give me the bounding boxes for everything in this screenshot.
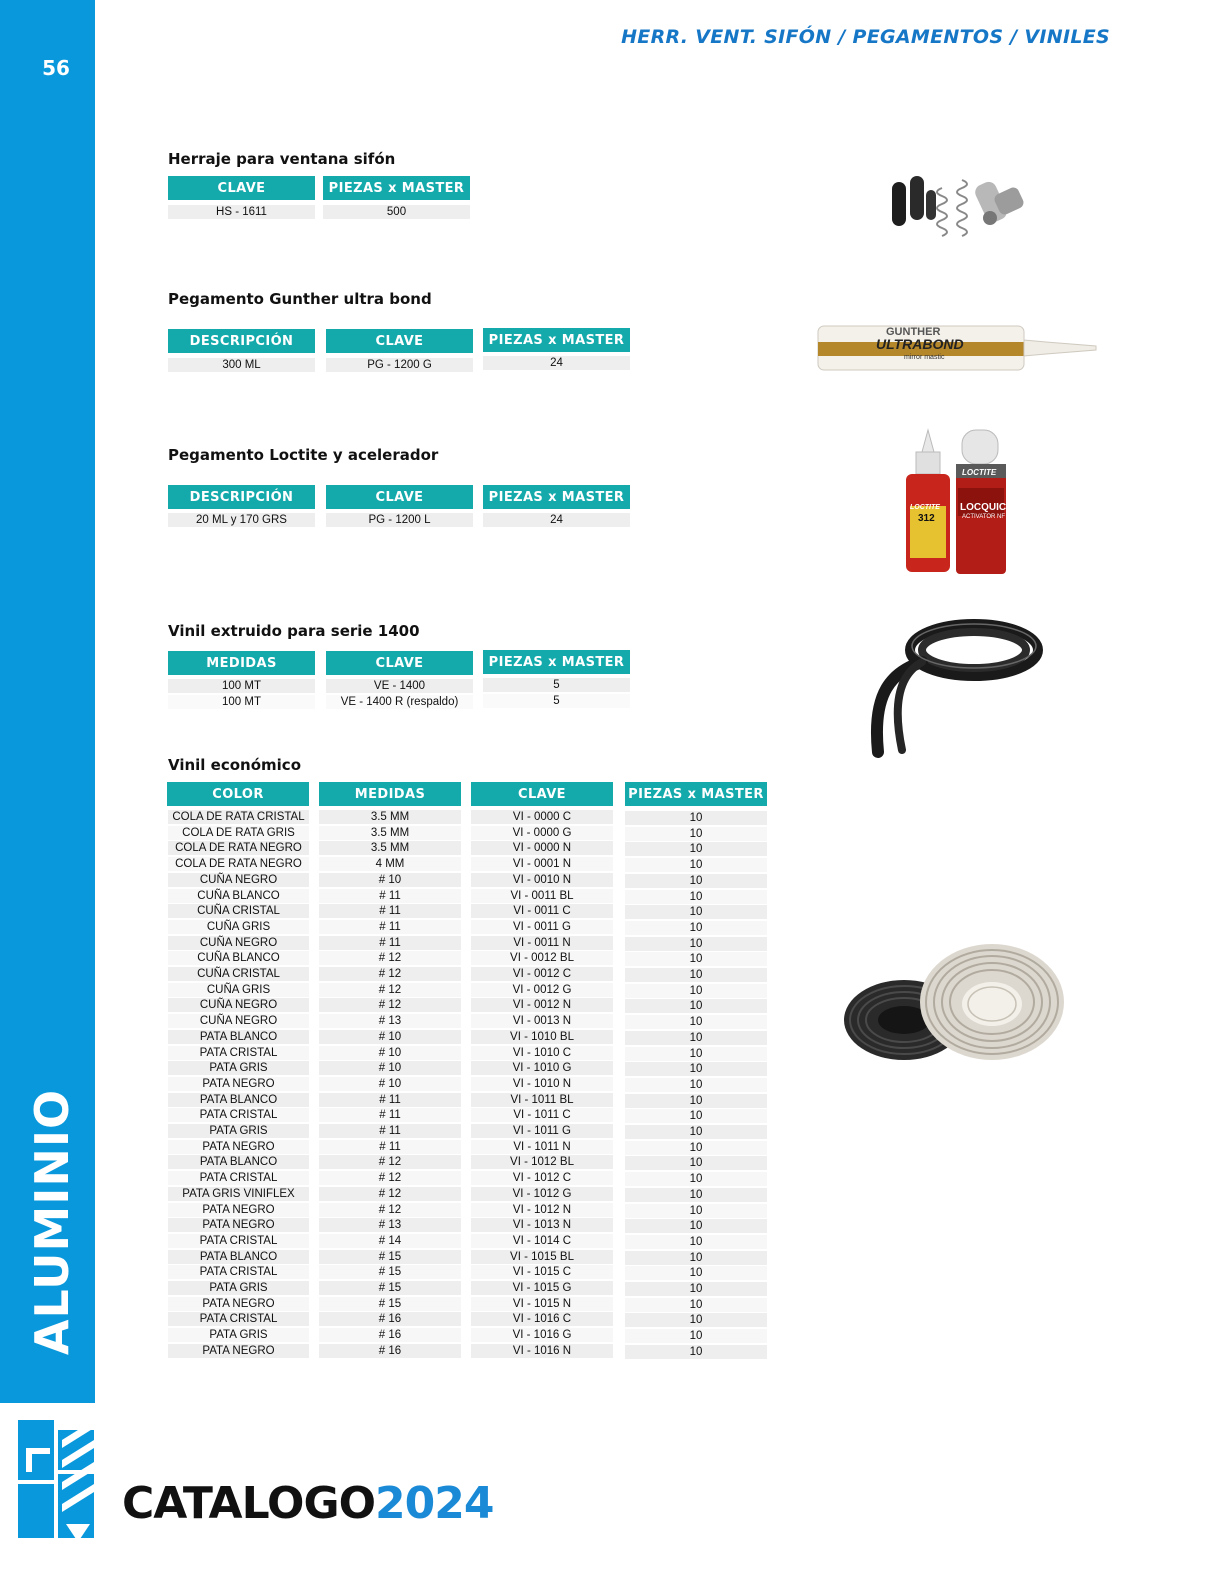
- table-cell: CUÑA BLANCO: [168, 889, 309, 903]
- table-cell: 10: [625, 1172, 767, 1186]
- table-cell: 10: [625, 1219, 767, 1233]
- loctite-bottles-icon: [900, 428, 1012, 578]
- table-cell: 10: [625, 1251, 767, 1265]
- table-cell: 10: [625, 905, 767, 919]
- table-header: DESCRIPCIÓN: [168, 329, 315, 353]
- table-header: CLAVE: [471, 782, 613, 806]
- page-header-title: HERR. VENT. SIFÓN / PEGAMENTOS / VINILES: [621, 26, 1110, 48]
- table-cell: VI - 1015 C: [471, 1265, 613, 1279]
- table-cell: 10: [625, 999, 767, 1013]
- table-cell: PATA CRISTAL: [168, 1312, 309, 1326]
- section-title-loctite: Pegamento Loctite y acelerador: [168, 446, 439, 464]
- table-header: COLOR: [167, 782, 309, 806]
- table-cell: VI - 1010 C: [471, 1046, 613, 1060]
- table-cell: 10: [625, 1345, 767, 1359]
- table-cell: COLA DE RATA NEGRO: [168, 857, 309, 871]
- table-cell: PATA NEGRO: [168, 1218, 309, 1232]
- table-cell: 10: [625, 1094, 767, 1108]
- catalog-brand: CATALOGO: [122, 1478, 375, 1529]
- table-cell: 10: [625, 1078, 767, 1092]
- table-cell: VI - 1015 N: [471, 1297, 613, 1311]
- table-cell: 10: [625, 1282, 767, 1296]
- table-cell: # 12: [319, 983, 461, 997]
- table-cell: 10: [625, 1313, 767, 1327]
- table-cell: 10: [625, 921, 767, 935]
- table-cell: # 12: [319, 1187, 461, 1201]
- table-cell: # 11: [319, 1108, 461, 1122]
- bottle2-brand: LOCTITE: [962, 468, 997, 477]
- table-cell: 100 MT: [168, 679, 315, 693]
- table-cell: VI - 1012 G: [471, 1187, 613, 1201]
- table-cell: # 10: [319, 873, 461, 887]
- table-cell: VI - 0000 N: [471, 841, 613, 855]
- window-hardware-parts-icon: [884, 160, 1034, 250]
- table-cell: PATA GRIS: [168, 1281, 309, 1295]
- table-cell: PATA CRISTAL: [168, 1265, 309, 1279]
- table-cell: 10: [625, 1235, 767, 1249]
- table-cell: # 12: [319, 967, 461, 981]
- table-cell: PATA NEGRO: [168, 1344, 309, 1358]
- table-cell: PATA GRIS: [168, 1061, 309, 1075]
- table-cell: 20 ML y 170 GRS: [168, 513, 315, 527]
- table-cell: VI - 1014 C: [471, 1234, 613, 1248]
- table-cell: PATA GRIS VINIFLEX: [168, 1187, 309, 1201]
- table-cell: # 12: [319, 998, 461, 1012]
- table-cell: 3.5 MM: [319, 841, 461, 855]
- table-cell: 10: [625, 890, 767, 904]
- table-cell: 10: [625, 1156, 767, 1170]
- table-cell: 10: [625, 1329, 767, 1343]
- table-cell: # 15: [319, 1250, 461, 1264]
- table-cell: 500: [323, 205, 470, 219]
- tube-product: ULTRABOND: [876, 336, 964, 352]
- table-cell: CUÑA BLANCO: [168, 951, 309, 965]
- table-cell: VI - 1011 C: [471, 1108, 613, 1122]
- table-cell: PATA GRIS: [168, 1124, 309, 1138]
- table-cell: PATA NEGRO: [168, 1297, 309, 1311]
- table-cell: # 16: [319, 1312, 461, 1326]
- tube-brand: GUNTHER: [886, 326, 941, 338]
- table-cell: PATA BLANCO: [168, 1250, 309, 1264]
- table-cell: CUÑA NEGRO: [168, 998, 309, 1012]
- vinyl-coil-icon: [862, 612, 1046, 760]
- table-cell: 5: [483, 694, 630, 708]
- table-header: MEDIDAS: [168, 651, 315, 675]
- table-cell: # 15: [319, 1281, 461, 1295]
- table-cell: PATA CRISTAL: [168, 1171, 309, 1185]
- table-cell: VI - 1010 N: [471, 1077, 613, 1091]
- table-cell: # 16: [319, 1328, 461, 1342]
- table-cell: # 13: [319, 1218, 461, 1232]
- table-cell: HS - 1611: [168, 205, 315, 219]
- table-cell: PATA NEGRO: [168, 1140, 309, 1154]
- table-cell: VI - 0012 BL: [471, 951, 613, 965]
- table-cell: PATA NEGRO: [168, 1077, 309, 1091]
- table-cell: 10: [625, 1062, 767, 1076]
- table-header: CLAVE: [326, 651, 473, 675]
- table-cell: PATA CRISTAL: [168, 1234, 309, 1248]
- table-cell: 10: [625, 952, 767, 966]
- section-title-gunther: Pegamento Gunther ultra bond: [168, 290, 432, 308]
- table-cell: CUÑA NEGRO: [168, 936, 309, 950]
- table-cell: VI - 0011 C: [471, 904, 613, 918]
- table-cell: VI - 1015 G: [471, 1281, 613, 1295]
- table-cell: # 11: [319, 920, 461, 934]
- table-cell: CUÑA NEGRO: [168, 873, 309, 887]
- table-header: CLAVE: [326, 485, 473, 509]
- table-cell: VI - 1016 C: [471, 1312, 613, 1326]
- table-cell: VI - 0013 N: [471, 1014, 613, 1028]
- table-cell: 10: [625, 1204, 767, 1218]
- building-blocks-icon: [18, 1420, 96, 1542]
- table-header: MEDIDAS: [319, 782, 461, 806]
- table-cell: # 12: [319, 1203, 461, 1217]
- table-cell: VI - 0012 N: [471, 998, 613, 1012]
- table-cell: 10: [625, 1031, 767, 1045]
- table-header: DESCRIPCIÓN: [168, 485, 315, 509]
- table-cell: VI - 1015 BL: [471, 1250, 613, 1264]
- table-cell: VI - 1011 BL: [471, 1093, 613, 1107]
- table-cell: COLA DE RATA NEGRO: [168, 841, 309, 855]
- table-cell: 10: [625, 1125, 767, 1139]
- table-cell: # 11: [319, 1140, 461, 1154]
- table-cell: VI - 1011 N: [471, 1140, 613, 1154]
- page-number: 56: [42, 56, 70, 80]
- section-title-vinil-extruido: Vinil extruido para serie 1400: [168, 622, 420, 640]
- table-cell: 3.5 MM: [319, 826, 461, 840]
- table-cell: # 11: [319, 889, 461, 903]
- section-title-herraje: Herraje para ventana sifón: [168, 150, 396, 168]
- table-cell: # 11: [319, 936, 461, 950]
- table-cell: 24: [483, 356, 630, 370]
- table-cell: 10: [625, 1047, 767, 1061]
- bottle2-sub: ACTIVATOR NF: [962, 514, 1006, 520]
- table-cell: 10: [625, 1015, 767, 1029]
- table-cell: VI - 1010 BL: [471, 1030, 613, 1044]
- table-cell: 3.5 MM: [319, 810, 461, 824]
- table-cell: VE - 1400 R (respaldo): [326, 695, 473, 709]
- bottle1-code: 312: [918, 513, 935, 524]
- bottle2-name: LOCQUIC: [960, 502, 1007, 513]
- table-cell: VI - 1013 N: [471, 1218, 613, 1232]
- table-cell: PATA BLANCO: [168, 1155, 309, 1169]
- table-cell: 10: [625, 1266, 767, 1280]
- table-cell: 10: [625, 842, 767, 856]
- table-cell: VI - 0011 G: [471, 920, 613, 934]
- vinyl-rolls-icon: [842, 940, 1066, 1070]
- table-cell: # 10: [319, 1077, 461, 1091]
- tube-sub: mirror mastic: [904, 354, 945, 361]
- catalog-year: 2024: [374, 1478, 494, 1529]
- table-cell: # 10: [319, 1061, 461, 1075]
- table-cell: # 12: [319, 1171, 461, 1185]
- catalog-logo: [122, 1478, 493, 1529]
- table-cell: 10: [625, 1109, 767, 1123]
- table-header: CLAVE: [326, 329, 473, 353]
- table-cell: # 11: [319, 1093, 461, 1107]
- table-cell: PG - 1200 G: [326, 358, 473, 372]
- table-cell: VI - 0011 BL: [471, 889, 613, 903]
- table-cell: 10: [625, 811, 767, 825]
- table-cell: VI - 1011 G: [471, 1124, 613, 1138]
- table-cell: 300 ML: [168, 358, 315, 372]
- table-header: CLAVE: [168, 176, 315, 200]
- table-cell: VI - 0012 G: [471, 983, 613, 997]
- table-cell: 24: [483, 513, 630, 527]
- side-category-label: ALUMINIO: [25, 1088, 79, 1356]
- table-cell: CUÑA CRISTAL: [168, 967, 309, 981]
- table-cell: VI - 1016 G: [471, 1328, 613, 1342]
- table-cell: # 10: [319, 1046, 461, 1060]
- table-cell: # 11: [319, 904, 461, 918]
- table-cell: 5: [483, 678, 630, 692]
- table-cell: # 16: [319, 1344, 461, 1358]
- table-cell: # 15: [319, 1265, 461, 1279]
- table-cell: 10: [625, 827, 767, 841]
- table-cell: COLA DE RATA CRISTAL: [168, 810, 309, 824]
- table-cell: VI - 1012 N: [471, 1203, 613, 1217]
- table-cell: PG - 1200 L: [326, 513, 473, 527]
- table-header: PIEZAS x MASTER: [625, 782, 767, 806]
- table-cell: VI - 1012 C: [471, 1171, 613, 1185]
- table-cell: COLA DE RATA GRIS: [168, 826, 309, 840]
- table-cell: 10: [625, 937, 767, 951]
- table-cell: PATA BLANCO: [168, 1093, 309, 1107]
- table-cell: VI - 0001 N: [471, 857, 613, 871]
- table-cell: VI - 0012 C: [471, 967, 613, 981]
- table-cell: CUÑA GRIS: [168, 920, 309, 934]
- section-title-vinil-economico: Vinil económico: [168, 756, 301, 774]
- table-cell: CUÑA CRISTAL: [168, 904, 309, 918]
- table-cell: VE - 1400: [326, 679, 473, 693]
- table-cell: VI - 1016 N: [471, 1344, 613, 1358]
- table-cell: PATA CRISTAL: [168, 1046, 309, 1060]
- table-cell: 10: [625, 874, 767, 888]
- table-cell: CUÑA GRIS: [168, 983, 309, 997]
- table-cell: 100 MT: [168, 695, 315, 709]
- table-cell: CUÑA NEGRO: [168, 1014, 309, 1028]
- table-cell: 10: [625, 984, 767, 998]
- table-cell: # 11: [319, 1124, 461, 1138]
- table-cell: PATA CRISTAL: [168, 1108, 309, 1122]
- table-cell: 10: [625, 858, 767, 872]
- table-cell: PATA BLANCO: [168, 1030, 309, 1044]
- table-header: PIEZAS x MASTER: [483, 650, 630, 674]
- table-cell: VI - 0011 N: [471, 936, 613, 950]
- table-cell: VI - 0000 C: [471, 810, 613, 824]
- table-cell: # 14: [319, 1234, 461, 1248]
- table-cell: # 13: [319, 1014, 461, 1028]
- table-cell: # 10: [319, 1030, 461, 1044]
- table-cell: # 12: [319, 1155, 461, 1169]
- bottle1-brand: LOCTITE: [910, 504, 940, 511]
- table-header: PIEZAS x MASTER: [483, 485, 630, 509]
- sealant-tube-icon: [816, 322, 1098, 374]
- table-cell: 10: [625, 1141, 767, 1155]
- table-cell: VI - 0000 G: [471, 826, 613, 840]
- table-cell: PATA NEGRO: [168, 1203, 309, 1217]
- table-cell: 10: [625, 968, 767, 982]
- table-cell: # 15: [319, 1297, 461, 1311]
- table-cell: 4 MM: [319, 857, 461, 871]
- table-cell: 10: [625, 1188, 767, 1202]
- table-header: PIEZAS x MASTER: [323, 176, 470, 200]
- table-cell: VI - 1010 G: [471, 1061, 613, 1075]
- table-cell: VI - 0010 N: [471, 873, 613, 887]
- table-cell: VI - 1012 BL: [471, 1155, 613, 1169]
- table-cell: PATA GRIS: [168, 1328, 309, 1342]
- table-header: PIEZAS x MASTER: [483, 328, 630, 352]
- table-cell: 10: [625, 1298, 767, 1312]
- table-cell: # 12: [319, 951, 461, 965]
